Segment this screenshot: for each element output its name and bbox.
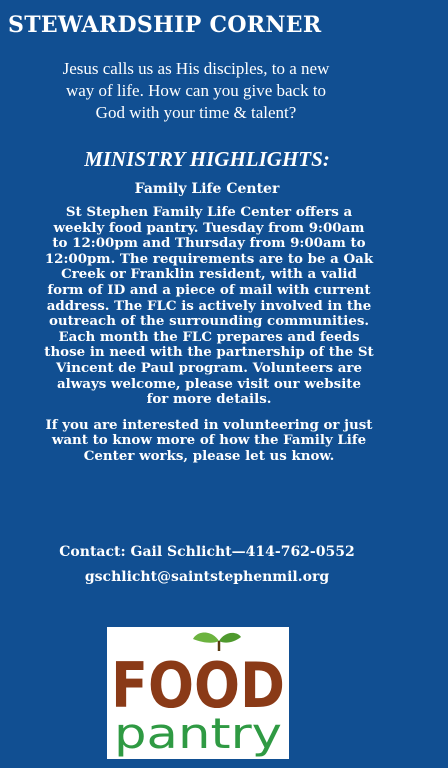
text-line: weekly food pantry. Tuesday from 9:00am [53,219,365,236]
text-line: St Stephen Family Life Center offers a [65,204,353,220]
intro-text [18,58,374,124]
page-title: STEWARDSHIP CORNER [8,12,322,38]
description-paragraph [10,205,408,408]
text-line: for more details. [146,391,272,408]
text-line: always welcome, please visit our website [56,375,361,392]
volunteer-paragraph [10,418,408,465]
contact-email[interactable]: gschlicht@saintstephenmil.org [84,569,330,585]
logo-food-word: FOOD [111,649,285,722]
food-pantry-logo [107,627,289,759]
text-line: address. The FLC is actively involved in the [46,297,372,314]
text-line: outreach of the surrounding communities. [48,313,370,330]
text-line: to 12:00pm and Thursday from 9:00am to [52,235,366,252]
ministry-highlights-heading: MINISTRY HIGHLIGHTS: [84,147,330,171]
intro-line: way of life. How can you give back to [65,81,327,100]
text-line: those in need with the partnership of the St [44,344,374,361]
intro-line: Jesus calls us as His disciples, to a new [62,59,330,78]
contact-block [0,540,414,590]
text-line: 12:00pm. The requirements are to be a Oak [44,250,374,267]
logo-pantry-word: pantry [114,709,282,758]
text-line: form of ID and a piece of mail with current [47,281,371,298]
intro-line: God with your time & talent? [95,103,297,122]
ministry-description [10,205,408,465]
contact-line: Contact: Gail Schlicht—414-762-0552 [59,544,355,560]
family-life-center-subheading: Family Life Center [134,181,280,197]
text-line: Creek or Franklin resident, with a valid [61,266,357,283]
text-line: Vincent de Paul program. Volunteers are [56,359,362,376]
text-line: want to know more of how the Family Life [51,432,367,449]
text-line: Center works, please let us know. [83,447,335,464]
food-pantry-logo-graphic [107,627,289,759]
text-line: If you are interested in volunteering or just [45,416,373,433]
text-line: Each month the FLC prepares and feeds [58,328,360,345]
